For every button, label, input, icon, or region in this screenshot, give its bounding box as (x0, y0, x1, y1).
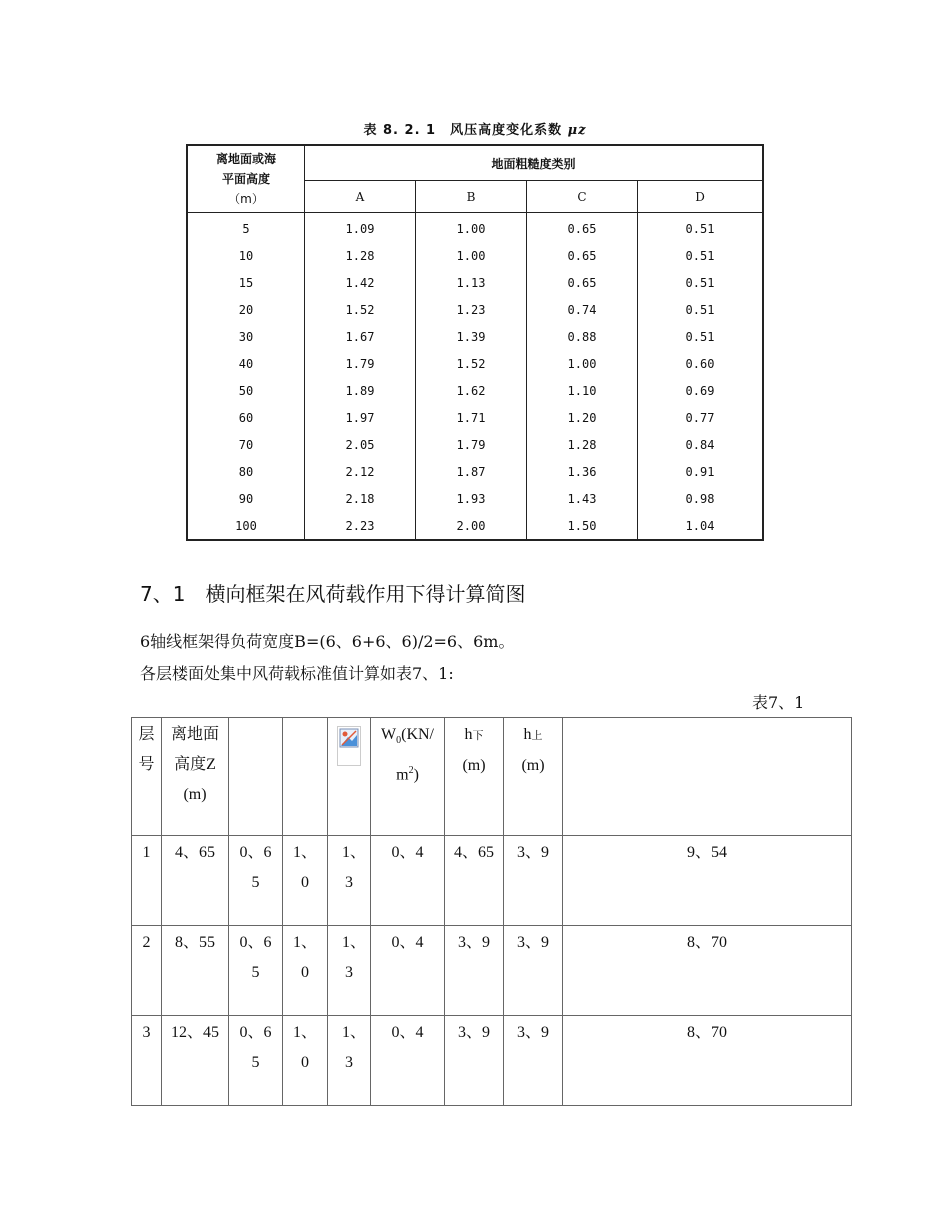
coefficient-cell-3: 1、3 (328, 836, 371, 926)
coefficient-value: 1.79 (305, 350, 416, 377)
coefficient-value: 0.98 (638, 485, 764, 512)
coefficient-value: 0.51 (638, 296, 764, 323)
w0-header (371, 718, 445, 836)
coefficient-value: 1.42 (305, 269, 416, 296)
w0-cell: 0、4 (371, 1016, 445, 1106)
wind-load-cell: 9、54 (563, 836, 852, 926)
height-value: 70 (238, 437, 254, 452)
coefficient-cell-2: 1、0 (283, 926, 328, 1016)
coefficient-cell-1: 0、65 (229, 926, 283, 1016)
category-a-header: A (305, 181, 416, 213)
height-cell: 8、55 (162, 926, 229, 1016)
category-b-header: B (416, 181, 527, 213)
height-value: 20 (238, 302, 254, 317)
coefficient-row (187, 404, 763, 431)
wind-coefficient-table (186, 144, 764, 541)
wind-load-row (132, 836, 852, 926)
coefficient-cell-2: 1、0 (283, 836, 328, 926)
coefficient-value: 0.91 (638, 458, 764, 485)
coefficient-value: 0.65 (527, 213, 638, 243)
coefficient-value: 1.79 (416, 431, 527, 458)
coefficient-value: 1.67 (305, 323, 416, 350)
height-value: 30 (238, 329, 254, 344)
h-down-cell: 4、65 (445, 836, 504, 926)
coefficient-value: 2.12 (305, 458, 416, 485)
height-z-header (162, 718, 229, 836)
wind-load-cell: 8、70 (563, 1016, 852, 1106)
h-up-cell: 3、9 (504, 926, 563, 1016)
coefficient-value: 0.51 (638, 323, 764, 350)
coefficient-value: 0.51 (638, 269, 764, 296)
coefficient-value: 2.18 (305, 485, 416, 512)
coefficient-value: 1.20 (527, 404, 638, 431)
coefficient-value: 1.71 (416, 404, 527, 431)
height-z-header-text: 离地面高度Z(m) (171, 726, 220, 803)
roughness-header: 地面粗糙度类别 (305, 145, 764, 181)
coefficient-value: 0.65 (527, 242, 638, 269)
h-down-header: h下 (m) (445, 718, 504, 836)
coefficient-value: 1.00 (416, 213, 527, 243)
w0-cell: 0、4 (371, 836, 445, 926)
coefficient-row (187, 377, 763, 404)
coefficient-value: 0.65 (527, 269, 638, 296)
coefficient-value: 1.10 (527, 377, 638, 404)
figure-title-text: 表 8. 2. 1 风压高度变化系数 (363, 123, 568, 138)
coefficient-value: 0.84 (638, 431, 764, 458)
coefficient-value: 1.28 (305, 242, 416, 269)
coefficient-row (187, 458, 763, 485)
height-value: 40 (238, 356, 254, 371)
floor-header-text: 层号 (138, 726, 155, 773)
coefficient-cell-3: 1、3 (328, 926, 371, 1016)
coefficient-value: 0.51 (638, 242, 764, 269)
floor-cell: 3 (132, 1016, 162, 1106)
coefficient-row (187, 213, 763, 243)
w0-header-text: $W_0(KN/m^2)$ (381, 726, 434, 784)
wind-load-cell: 8、70 (563, 926, 852, 1016)
coefficient-value: 1.52 (416, 350, 527, 377)
figure-title (0, 119, 950, 138)
coefficient-row (187, 242, 763, 269)
height-cell: 4、65 (162, 836, 229, 926)
coefficient-value: 1.62 (416, 377, 527, 404)
wind-load-header (563, 718, 852, 836)
coefficient-value: 1.39 (416, 323, 527, 350)
category-d-header: D (638, 181, 764, 213)
coefficient-value: 2.05 (305, 431, 416, 458)
coefficient-row (187, 431, 763, 458)
height-header (187, 145, 305, 213)
coefficient-value: 1.23 (416, 296, 527, 323)
wind-load-row (132, 926, 852, 1016)
coefficient-value: 1.00 (527, 350, 638, 377)
wind-load-table (131, 717, 852, 1106)
coefficient-value: 1.97 (305, 404, 416, 431)
wind-load-rows (132, 836, 852, 1106)
coefficient-value: 0.69 (638, 377, 764, 404)
broken-image-icon (337, 726, 361, 766)
height-header-line1: 离地面或海 (215, 152, 276, 166)
coefficient-value: 2.00 (416, 512, 527, 540)
wind-coefficient-rows (187, 213, 763, 541)
coefficient-row (187, 512, 763, 540)
coefficient-value: 1.09 (305, 213, 416, 243)
coefficient-value: 1.87 (416, 458, 527, 485)
coefficient-cell-1: 0、65 (229, 836, 283, 926)
coefficient-cell-1: 0、65 (229, 1016, 283, 1106)
category-c-header: C (527, 181, 638, 213)
load-width-paragraph: 6轴线框架得负荷宽度B=(6、6+6、6)/2=6、6m。 (140, 632, 515, 651)
height-value: 60 (238, 410, 254, 425)
intro-paragraph: 各层楼面处集中风荷载标准值计算如表7、1: (140, 664, 454, 683)
coefficient-value: 1.93 (416, 485, 527, 512)
height-value: 80 (238, 464, 254, 479)
coefficient-value: 1.04 (638, 512, 764, 540)
coefficient-header-2 (283, 718, 328, 836)
section-heading: 7、1 横向框架在风荷载作用下得计算简图 (140, 582, 526, 606)
height-value: 15 (238, 275, 254, 290)
table-caption: 表7、1 (752, 693, 805, 712)
coefficient-value: 0.60 (638, 350, 764, 377)
coefficient-value: 1.28 (527, 431, 638, 458)
coefficient-row (187, 485, 763, 512)
h-down-cell: 3、9 (445, 1016, 504, 1106)
coefficient-row (187, 323, 763, 350)
coefficient-cell-2: 1、0 (283, 1016, 328, 1106)
height-value: 10 (238, 248, 254, 263)
coefficient-row (187, 296, 763, 323)
height-header-line3: （m） (228, 192, 264, 206)
coefficient-value: 1.89 (305, 377, 416, 404)
w0-cell: 0、4 (371, 926, 445, 1016)
coefficient-header-3 (328, 718, 371, 836)
coefficient-row (187, 269, 763, 296)
coefficient-value: 1.52 (305, 296, 416, 323)
height-cell: 12、45 (162, 1016, 229, 1106)
h-up-cell: 3、9 (504, 1016, 563, 1106)
coefficient-value: 0.74 (527, 296, 638, 323)
height-value: 5 (242, 221, 250, 236)
coefficient-value: 1.13 (416, 269, 527, 296)
coefficient-header-1 (229, 718, 283, 836)
coefficient-value: 0.51 (638, 213, 764, 243)
h-down-cell: 3、9 (445, 926, 504, 1016)
h-up-header: h上 (m) (504, 718, 563, 836)
coefficient-cell-3: 1、3 (328, 1016, 371, 1106)
wind-load-row (132, 1016, 852, 1106)
mu-z-symbol: μz (567, 123, 587, 138)
coefficient-value: 1.43 (527, 485, 638, 512)
coefficient-value: 0.77 (638, 404, 764, 431)
coefficient-value: 2.23 (305, 512, 416, 540)
coefficient-row (187, 350, 763, 377)
height-value: 90 (238, 491, 254, 506)
coefficient-value: 1.36 (527, 458, 638, 485)
floor-header (132, 718, 162, 836)
floor-cell: 1 (132, 836, 162, 926)
coefficient-value: 1.00 (416, 242, 527, 269)
height-value: 100 (235, 518, 257, 533)
height-header-line2: 平面高度 (221, 172, 270, 186)
coefficient-value: 1.50 (527, 512, 638, 540)
height-value: 50 (238, 383, 254, 398)
coefficient-value: 0.88 (527, 323, 638, 350)
floor-cell: 2 (132, 926, 162, 1016)
h-up-cell: 3、9 (504, 836, 563, 926)
